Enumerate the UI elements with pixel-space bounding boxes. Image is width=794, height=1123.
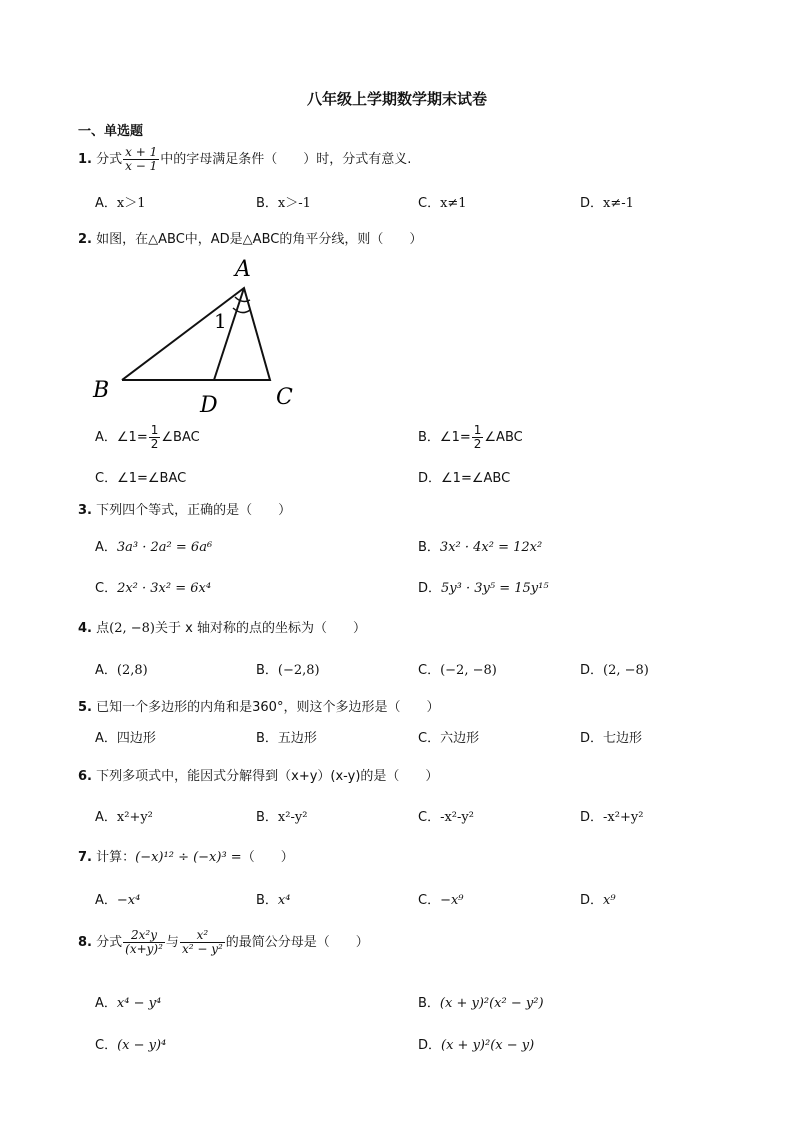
option-label: D．: [580, 893, 604, 908]
option-label: B．: [256, 196, 278, 211]
option-a[interactable]: [95, 727, 156, 746]
question-text: 计算：: [96, 850, 136, 865]
fraction: [180, 929, 225, 956]
option-d[interactable]: [418, 467, 510, 486]
option-c[interactable]: [418, 889, 464, 908]
vertex-label-a: A: [235, 257, 251, 282]
question-3: [78, 499, 291, 518]
option-label: D．: [418, 581, 442, 596]
option-label: C．: [95, 1038, 118, 1053]
option-label: A．: [95, 540, 117, 555]
question-2: [78, 228, 422, 247]
option-b[interactable]: [418, 424, 523, 451]
option-label: C．: [418, 196, 441, 211]
option-label: C．: [418, 893, 441, 908]
question-number: 3.: [78, 503, 92, 518]
question-text: 分式: [96, 152, 123, 168]
vertex-label-c: C: [276, 385, 293, 410]
question-text: 中的字母满足条件（ ）时，分式有意义.: [160, 152, 412, 168]
option-label: D．: [580, 810, 604, 825]
option-text: -x²-y²: [440, 810, 474, 825]
fraction-denominator: 2: [473, 437, 482, 452]
option-text: 3a³ · 2a² = 6a⁶: [116, 540, 213, 555]
question-number: 2.: [78, 232, 92, 247]
option-d[interactable]: [580, 889, 616, 908]
fraction: [123, 146, 159, 173]
angle-bisector-ad: [214, 288, 244, 380]
option-text: 七边形: [603, 731, 643, 746]
option-b[interactable]: [256, 889, 290, 908]
option-text: −x⁹: [440, 893, 464, 908]
question-6: [78, 765, 438, 784]
option-text: (−2,8): [277, 663, 320, 678]
option-text: 六边形: [440, 731, 480, 746]
option-text: (2,8): [116, 663, 148, 678]
triangle-figure: [90, 252, 305, 417]
option-label: A．: [95, 810, 117, 825]
option-label: B．: [256, 810, 278, 825]
question-text: 如图，在△ABC中，AD是△ABC的角平分线，则（ ）: [96, 232, 423, 247]
option-b[interactable]: [256, 806, 307, 825]
option-c[interactable]: [418, 727, 479, 746]
question-1: [78, 146, 411, 173]
option-b[interactable]: [256, 727, 317, 746]
option-label: B．: [256, 663, 278, 678]
option-label: A．: [95, 996, 117, 1011]
option-label: D．: [418, 471, 442, 486]
option-text: ∠1=∠ABC: [441, 471, 511, 486]
option-text: x＞1: [116, 196, 146, 211]
option-text: (x + y)²(x² − y²): [439, 996, 544, 1011]
fraction-denominator: (x+y)²: [125, 942, 163, 957]
option-label: D．: [580, 663, 604, 678]
question-number: 1.: [78, 152, 92, 168]
option-text: 5y³ · 3y⁵ = 15y¹⁵: [441, 581, 549, 596]
option-text: x²-y²: [277, 810, 308, 825]
fraction-denominator: x² − y²: [181, 942, 223, 957]
fraction-numerator: 1: [473, 423, 482, 437]
option-label: A．: [95, 196, 117, 211]
vertex-label-d: D: [200, 393, 218, 417]
question-text: 与: [165, 935, 179, 951]
option-label: C．: [418, 731, 441, 746]
option-text: x⁴: [277, 893, 291, 908]
option-c[interactable]: [418, 659, 497, 678]
question-8: [78, 929, 369, 956]
option-text: x²+y²: [116, 810, 153, 825]
option-label: B．: [256, 731, 278, 746]
option-label: B．: [418, 996, 440, 1011]
section-heading: 一、单选题: [78, 124, 144, 139]
question-text: 下列四个等式，正确的是（ ）: [96, 503, 292, 518]
option-text: ∠ABC: [484, 430, 523, 446]
vertex-label-b: B: [93, 378, 110, 403]
option-label: D．: [418, 1038, 442, 1053]
option-a[interactable]: [95, 536, 212, 555]
fraction-numerator: x²: [180, 929, 225, 943]
option-text: ∠1=: [116, 430, 148, 446]
option-text: 2x² · 3x² = 6x⁴: [117, 581, 212, 596]
option-a[interactable]: [95, 992, 161, 1011]
option-text: -x²+y²: [603, 810, 644, 825]
option-c[interactable]: [95, 467, 186, 486]
option-label: C．: [95, 471, 118, 486]
question-number: 7.: [78, 850, 92, 865]
question-5: [78, 696, 439, 715]
fraction: [123, 929, 165, 956]
option-a[interactable]: [95, 659, 148, 678]
option-label: C．: [418, 663, 441, 678]
option-label: A．: [95, 731, 117, 746]
fraction-numerator: x + 1: [125, 145, 158, 159]
option-label: C．: [418, 810, 441, 825]
option-text: ∠1=∠BAC: [117, 471, 187, 486]
fraction-denominator: 2: [150, 437, 159, 452]
question-number: 5.: [78, 700, 92, 715]
option-a[interactable]: [95, 424, 200, 451]
option-label: B．: [418, 430, 440, 446]
option-label: A．: [95, 893, 117, 908]
option-d[interactable]: [580, 806, 643, 825]
option-text: 四边形: [116, 731, 156, 746]
question-text: 关于 x 轴对称的点的坐标为（ ）: [154, 621, 366, 636]
option-b[interactable]: [418, 536, 542, 555]
option-label: D．: [580, 731, 604, 746]
option-a[interactable]: [95, 192, 146, 211]
option-text: x⁴ − y⁴: [116, 996, 162, 1011]
fraction: [149, 424, 161, 451]
option-text: (x + y)²(x − y): [441, 1038, 535, 1053]
question-7: [78, 846, 294, 865]
option-a[interactable]: [95, 889, 140, 908]
option-c[interactable]: [418, 806, 474, 825]
option-text: x＞-1: [277, 196, 311, 211]
option-d[interactable]: [418, 1034, 534, 1053]
triangle-abc: [122, 288, 270, 380]
question-number: 4.: [78, 621, 92, 636]
option-b[interactable]: [418, 992, 544, 1011]
option-text: (−2, −8): [440, 663, 497, 678]
option-text: 五边形: [277, 731, 317, 746]
point-coordinates: (2, −8): [109, 621, 155, 636]
fraction-numerator: 1: [150, 423, 159, 437]
option-text: ∠BAC: [161, 430, 200, 446]
angle-label-1: 1: [214, 309, 227, 333]
math-expression: (−x)¹² ÷ (−x)³ =: [135, 850, 242, 865]
fraction: [472, 424, 484, 451]
option-b[interactable]: [256, 192, 311, 211]
option-a[interactable]: [95, 806, 153, 825]
option-d[interactable]: [580, 192, 634, 211]
fraction-numerator: 2x²y: [123, 929, 165, 943]
option-text: 3x² · 4x² = 12x²: [439, 540, 543, 555]
option-text: ∠1=: [439, 430, 471, 446]
option-text: −x⁴: [116, 893, 141, 908]
option-d[interactable]: [418, 577, 549, 596]
option-label: B．: [418, 540, 440, 555]
question-text: 下列多项式中，能因式分解得到（x+y）(x-y)的是（ ）: [96, 769, 439, 784]
option-text: x⁹: [603, 893, 616, 908]
option-text: x≠1: [440, 196, 467, 211]
option-label: A．: [95, 663, 117, 678]
question-text: 已知一个多边形的内角和是360°，则这个多边形是（ ）: [96, 700, 440, 715]
fraction-denominator: x − 1: [125, 159, 158, 174]
option-d[interactable]: [580, 659, 649, 678]
option-c[interactable]: [418, 192, 467, 211]
option-label: D．: [580, 196, 604, 211]
question-number: 8.: [78, 935, 92, 951]
option-c[interactable]: [95, 1034, 166, 1053]
question-text: 的最简公分母是（ ）: [225, 935, 369, 951]
option-text: x≠-1: [603, 196, 634, 211]
option-text: (x − y)⁴: [117, 1038, 167, 1053]
option-label: A．: [95, 430, 117, 446]
option-d[interactable]: [580, 727, 642, 746]
option-b[interactable]: [256, 659, 320, 678]
question-number: 6.: [78, 769, 92, 784]
option-label: B．: [256, 893, 278, 908]
option-c[interactable]: [95, 577, 211, 596]
question-4: [78, 617, 366, 636]
question-text: 分式: [96, 935, 123, 951]
option-text: (2, −8): [603, 663, 649, 678]
page-title: 八年级上学期数学期末试卷: [306, 90, 487, 108]
question-text: （ ）: [241, 850, 294, 865]
question-text: 点: [96, 621, 110, 636]
option-label: C．: [95, 581, 118, 596]
